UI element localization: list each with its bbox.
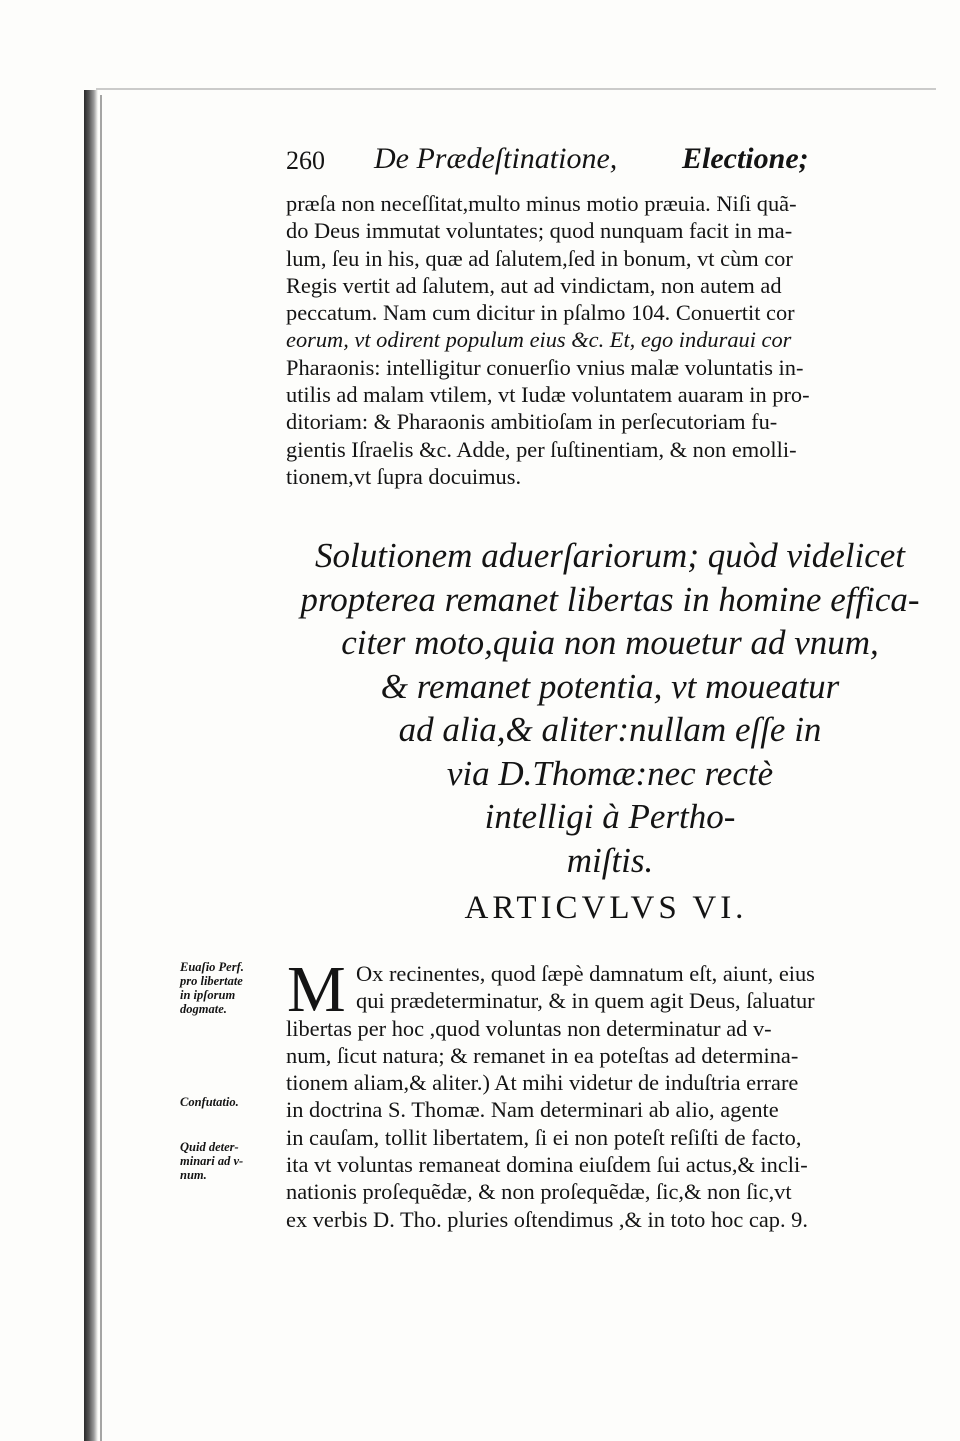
text-line: ex verbis D. Tho. pluries oſtendimus ,& in toto hoc cap. 9.	[286, 1206, 808, 1232]
text-line: tionem,vt ſupra docuimus.	[286, 463, 522, 489]
margin-note-line: num.	[180, 1168, 207, 1182]
heading-line: propterea remanet libertas in homine effica-	[300, 579, 920, 619]
paragraph-2	[286, 953, 926, 1233]
text-line: tionem aliam,& aliter.) At mihi videtur de induſtria errare	[286, 1070, 799, 1096]
margin-note-line: pro libertate	[180, 974, 243, 988]
text-line: ditoriam: & Pharaonis ambitioſam in perſecutoriam fu-	[286, 409, 778, 435]
heading-line: via D.Thomæ:nec rectè	[446, 753, 774, 793]
running-header	[286, 140, 926, 184]
text-line: gientis Iſraelis &c. Adde, per ſuſtinentiam, & non emolli-	[286, 436, 797, 462]
text-line: præſa non neceſſitat,multo minus motio præuia. Niſi quã-	[286, 191, 797, 216]
margin-note	[180, 1140, 280, 1182]
text-line: peccatum. Nam cum dicitur in pſalmo 104. Conuertit cor	[286, 300, 795, 326]
margin-note-line: in ipſorum	[180, 988, 236, 1002]
text-line: utilis ad malam vtilem, vt Iudæ voluntatem auaram in pro-	[286, 382, 810, 408]
heading-line: miſtis.	[566, 840, 654, 880]
heading-line: ad alia,& aliter:nullam eſſe in	[398, 710, 822, 749]
text-line: in cauſam, tollit libertatem, ſi ei non poteſt reſiſti de facto,	[286, 1124, 802, 1150]
text-line: Pharaonis: intelligitur conuerſio vnius malæ voluntatis in-	[286, 354, 804, 380]
section-heading	[290, 534, 930, 882]
text-line: nationis proſequẽdæ, & non proſequẽdæ, ſic,& non ſic,vt	[286, 1179, 792, 1205]
text-line: ita vt voluntas remaneat domina eiuſdem ſui actus,& incli-	[286, 1152, 808, 1178]
text-line: libertas per hoc ,quod voluntas non determinatur ad v-	[286, 1015, 772, 1041]
text-line: num, ſicut natura; & remanet in ea poteſtas ad determina-	[286, 1042, 799, 1068]
page-number: 260	[286, 146, 325, 175]
binding-shadow	[84, 90, 98, 1441]
heading-line: & remanet potentia, vt moueatur	[380, 666, 840, 706]
page-top-edge	[96, 88, 936, 90]
margin-note-line: Euaſio Perf.	[180, 960, 244, 974]
text-line: Regis vertit ad ſalutem, aut ad vindictam, non autem ad	[286, 272, 782, 298]
margin-note	[180, 960, 280, 1016]
text-line: in doctrina S. Thomæ. Nam determinari ab alio, agente	[286, 1097, 779, 1123]
margin-note-line: minari ad v-	[180, 1154, 244, 1168]
article-title: ARTICVLVS VI.	[464, 890, 748, 926]
drop-cap: M	[287, 953, 346, 1026]
running-title-end: Electione;	[682, 142, 809, 175]
heading-line: intelligi à Pertho-	[484, 797, 736, 836]
text-line: eorum, vt odirent populum eius &c. Et, ego induraui cor	[286, 327, 792, 353]
binding-line	[100, 95, 102, 1441]
margin-note-line: Quid deter-	[180, 1140, 239, 1154]
paragraph-1	[286, 190, 926, 490]
text-line: qui prædeterminatur, & in quem agit Deus, ſaluatur	[356, 988, 815, 1014]
running-title: De Prædeſtinatione,	[374, 142, 618, 175]
margin-note-line: Confutatio.	[180, 1095, 239, 1109]
heading-line: Solutionem aduerſariorum; quòd videlicet	[314, 536, 906, 575]
text-line: do Deus immutat voluntates; quod nunquam facit in ma-	[286, 218, 793, 244]
margin-note	[180, 1095, 280, 1109]
margin-note-line: dogmate.	[180, 1002, 227, 1016]
heading-line: citer moto,quia non mouetur ad vnum,	[341, 623, 879, 662]
text-line: Ox recinentes, quod ſæpè damnatum eſt, aiunt, eius	[356, 961, 815, 986]
text-line: lum, ſeu in his, quæ ad ſalutem,ſed in bonum, vt cùm cor	[286, 245, 793, 271]
